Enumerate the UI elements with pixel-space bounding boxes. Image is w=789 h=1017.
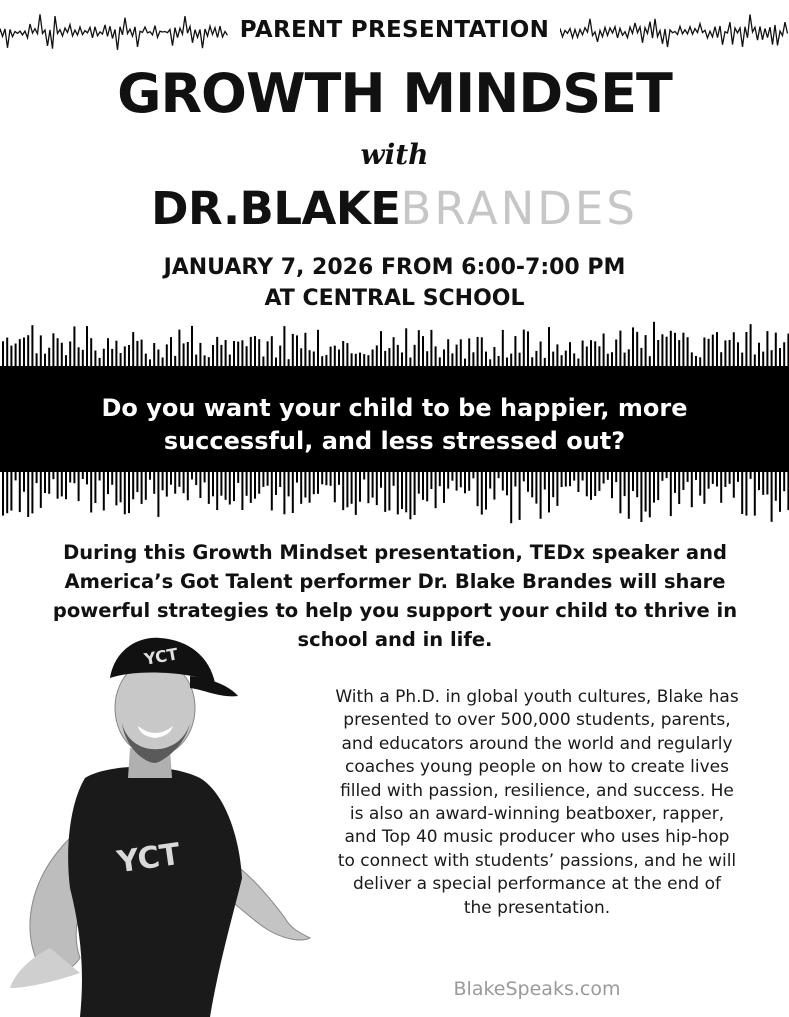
cap-logo: YCT bbox=[142, 644, 180, 669]
website-link[interactable]: BlakeSpeaks.com bbox=[453, 978, 621, 1000]
date-line: JANUARY 7, 2026 FROM 6:00-7:00 PM bbox=[163, 255, 626, 280]
speaker-name bbox=[0, 182, 789, 235]
bio-line: and educators around the world and regularly bbox=[341, 733, 733, 754]
headline-question bbox=[0, 392, 789, 458]
speaker-photo bbox=[10, 628, 315, 1017]
description-line-1: During this Growth Mindset presentation, TEDx speaker and bbox=[63, 541, 727, 564]
event-type-label: PARENT PRESENTATION bbox=[239, 17, 550, 43]
bio-line: filled with passion, resilience, and success. He bbox=[340, 780, 734, 801]
description-line-2: America’s Got Talent performer Dr. Blake Brandes will share bbox=[64, 570, 726, 593]
bio-line: the presentation. bbox=[463, 897, 611, 918]
soundwave-right-icon bbox=[560, 10, 789, 54]
bio-line: to connect with students’ passions, and he will bbox=[337, 850, 737, 871]
bio-line: and Top 40 music producer who uses hip-hop bbox=[344, 827, 730, 848]
bio-line: With a Ph.D. in global youth cultures, Blake has bbox=[335, 687, 739, 707]
bio-line: deliver a special performance at the end of bbox=[352, 874, 722, 895]
shirt-logo: YCT bbox=[114, 836, 183, 881]
bio-line: is also an award-winning beatboxer, rapper, bbox=[349, 804, 725, 825]
speaker-first-name: DR.BLAKE bbox=[151, 182, 401, 235]
question-line-1: Do you want your child to be happier, more bbox=[101, 394, 688, 422]
description-line-4: school and in life. bbox=[297, 628, 493, 651]
location-line: AT CENTRAL SCHOOL bbox=[264, 286, 525, 311]
event-datetime bbox=[0, 252, 789, 314]
description-line-3: powerful strategies to help you support your child to thrive in bbox=[52, 599, 738, 622]
with-connector: with bbox=[360, 138, 429, 171]
bio-line: presented to over 500,000 students, parents, bbox=[343, 710, 731, 731]
bio-line: coaches young people on how to create lives bbox=[345, 757, 729, 778]
question-line-2: successful, and less stressed out? bbox=[163, 427, 626, 455]
speaker-bio bbox=[300, 686, 774, 920]
presentation-title: GROWTH MINDSET bbox=[117, 62, 672, 125]
speaker-last-name: BRANDES bbox=[400, 182, 638, 235]
